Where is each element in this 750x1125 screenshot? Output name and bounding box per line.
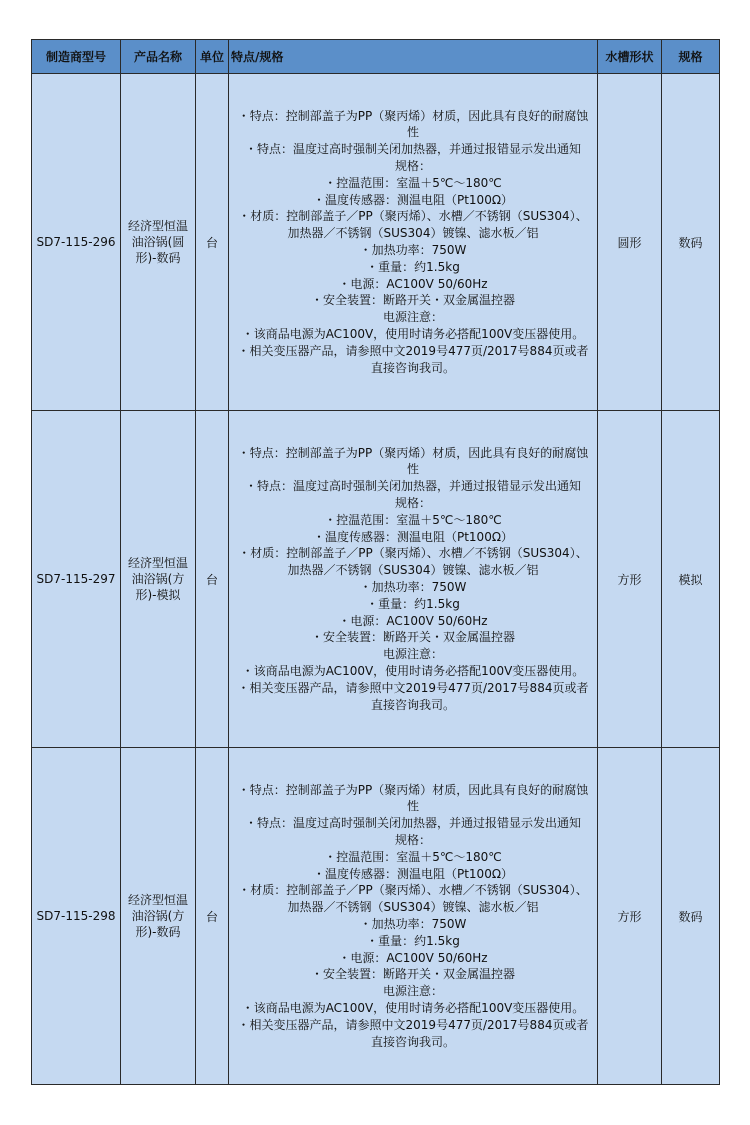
feature-line: ・该商品电源为AC100V，使用时请务必搭配100V变压器使用。 (241, 663, 585, 678)
feature-line: ・材质：控制部盖子／PP（聚丙烯）、水槽／不锈钢（SUS304）、加热器／不锈钢（SUS304）镀镍、滤水板／铝 (238, 546, 588, 578)
feature-line: ・电源：AC100V 50/60Hz (338, 950, 488, 965)
product-table (31, 39, 720, 1085)
spec-cell: 数码 (662, 748, 720, 1085)
table-row (32, 74, 720, 411)
header-model: 制造商型号 (32, 40, 121, 74)
feature-line: ・特点：温度过高时强制关闭加热器，并通过报错显示发出通知 (244, 479, 581, 494)
spec-cell: 数码 (662, 74, 720, 411)
feature-line: 电源注意： (382, 984, 443, 999)
product-name-cell: 经济型恒温油浴锅(圆形)-数码 (121, 74, 196, 411)
feature-line: ・重量：约1.5kg (366, 259, 460, 274)
feature-line: ・温度传感器：测温电阻（Pt100Ω） (312, 192, 514, 207)
feature-line: ・重量：约1.5kg (366, 596, 460, 611)
product-name-cell: 经济型恒温油浴锅(方形)-数码 (121, 748, 196, 1085)
feature-line: 电源注意： (382, 310, 443, 325)
feature-line: ・控温范围：室温＋5℃～180℃ (324, 512, 502, 527)
feature-line: ・特点：温度过高时强制关闭加热器，并通过报错显示发出通知 (244, 816, 581, 831)
model-cell: SD7-115-298 (32, 748, 121, 1085)
unit-cell: 台 (196, 74, 229, 411)
tank-shape-cell: 方形 (598, 411, 662, 748)
feature-line: ・加热功率：750W (359, 580, 467, 594)
feature-line: ・加热功率：750W (359, 917, 467, 931)
header-spec: 规格 (662, 40, 720, 74)
feature-line: ・控温范围：室温＋5℃～180℃ (324, 175, 502, 190)
tank-shape-cell: 圆形 (598, 74, 662, 411)
spec-cell: 模拟 (662, 411, 720, 748)
features-cell (229, 74, 598, 411)
feature-line: ・该商品电源为AC100V，使用时请务必搭配100V变压器使用。 (241, 1000, 585, 1015)
feature-line: ・安全装置：断路开关・双金属温控器 (310, 967, 515, 982)
header-row (32, 40, 720, 74)
feature-line: ・特点：控制部盖子为PP（聚丙烯）材质，因此具有良好的耐腐蚀性 (237, 782, 589, 814)
tank-shape-cell: 方形 (598, 748, 662, 1085)
feature-line: ・安全装置：断路开关・双金属温控器 (310, 293, 515, 308)
feature-line: ・温度传感器：测温电阻（Pt100Ω） (312, 529, 514, 544)
feature-line: ・相关变压器产品，请参照中文2019号477页/2017号884页或者直接咨询我司。 (237, 343, 589, 375)
header-product-name: 产品名称 (121, 40, 196, 74)
feature-line: ・相关变压器产品，请参照中文2019号477页/2017号884页或者直接咨询我司。 (237, 680, 589, 712)
header-features: 特点/规格 (229, 40, 598, 74)
feature-line: ・特点：温度过高时强制关闭加热器，并通过报错显示发出通知 (244, 142, 581, 157)
feature-line: ・特点：控制部盖子为PP（聚丙烯）材质，因此具有良好的耐腐蚀性 (237, 445, 589, 477)
unit-cell: 台 (196, 411, 229, 748)
model-cell: SD7-115-297 (32, 411, 121, 748)
feature-line: ・控温范围：室温＋5℃～180℃ (324, 849, 502, 864)
feature-line: ・电源：AC100V 50/60Hz (338, 276, 488, 291)
table-row (32, 411, 720, 748)
feature-line: ・重量：约1.5kg (366, 933, 460, 948)
feature-line: ・材质：控制部盖子／PP（聚丙烯）、水槽／不锈钢（SUS304）、加热器／不锈钢（SUS304）镀镍、滤水板／铝 (238, 209, 588, 241)
feature-line: ・特点：控制部盖子为PP（聚丙烯）材质，因此具有良好的耐腐蚀性 (237, 108, 589, 140)
feature-line: ・材质：控制部盖子／PP（聚丙烯）、水槽／不锈钢（SUS304）、加热器／不锈钢（SUS304）镀镍、滤水板／铝 (238, 883, 588, 915)
feature-line: 电源注意： (382, 647, 443, 662)
feature-line: ・安全装置：断路开关・双金属温控器 (310, 630, 515, 645)
features-cell (229, 411, 598, 748)
model-cell: SD7-115-296 (32, 74, 121, 411)
feature-line: 规格： (394, 496, 431, 511)
feature-line: ・温度传感器：测温电阻（Pt100Ω） (312, 866, 514, 881)
feature-line: ・加热功率：750W (359, 243, 467, 257)
feature-line: ・相关变压器产品，请参照中文2019号477页/2017号884页或者直接咨询我司。 (237, 1017, 589, 1049)
table-row (32, 748, 720, 1085)
product-name-cell: 经济型恒温油浴锅(方形)-模拟 (121, 411, 196, 748)
features-cell (229, 748, 598, 1085)
feature-line: 规格： (394, 833, 431, 848)
feature-line: 规格： (394, 159, 431, 174)
header-unit: 单位 (196, 40, 229, 74)
feature-line: ・该商品电源为AC100V，使用时请务必搭配100V变压器使用。 (241, 326, 585, 341)
feature-line: ・电源：AC100V 50/60Hz (338, 613, 488, 628)
header-tank-shape: 水槽形状 (598, 40, 662, 74)
unit-cell: 台 (196, 748, 229, 1085)
